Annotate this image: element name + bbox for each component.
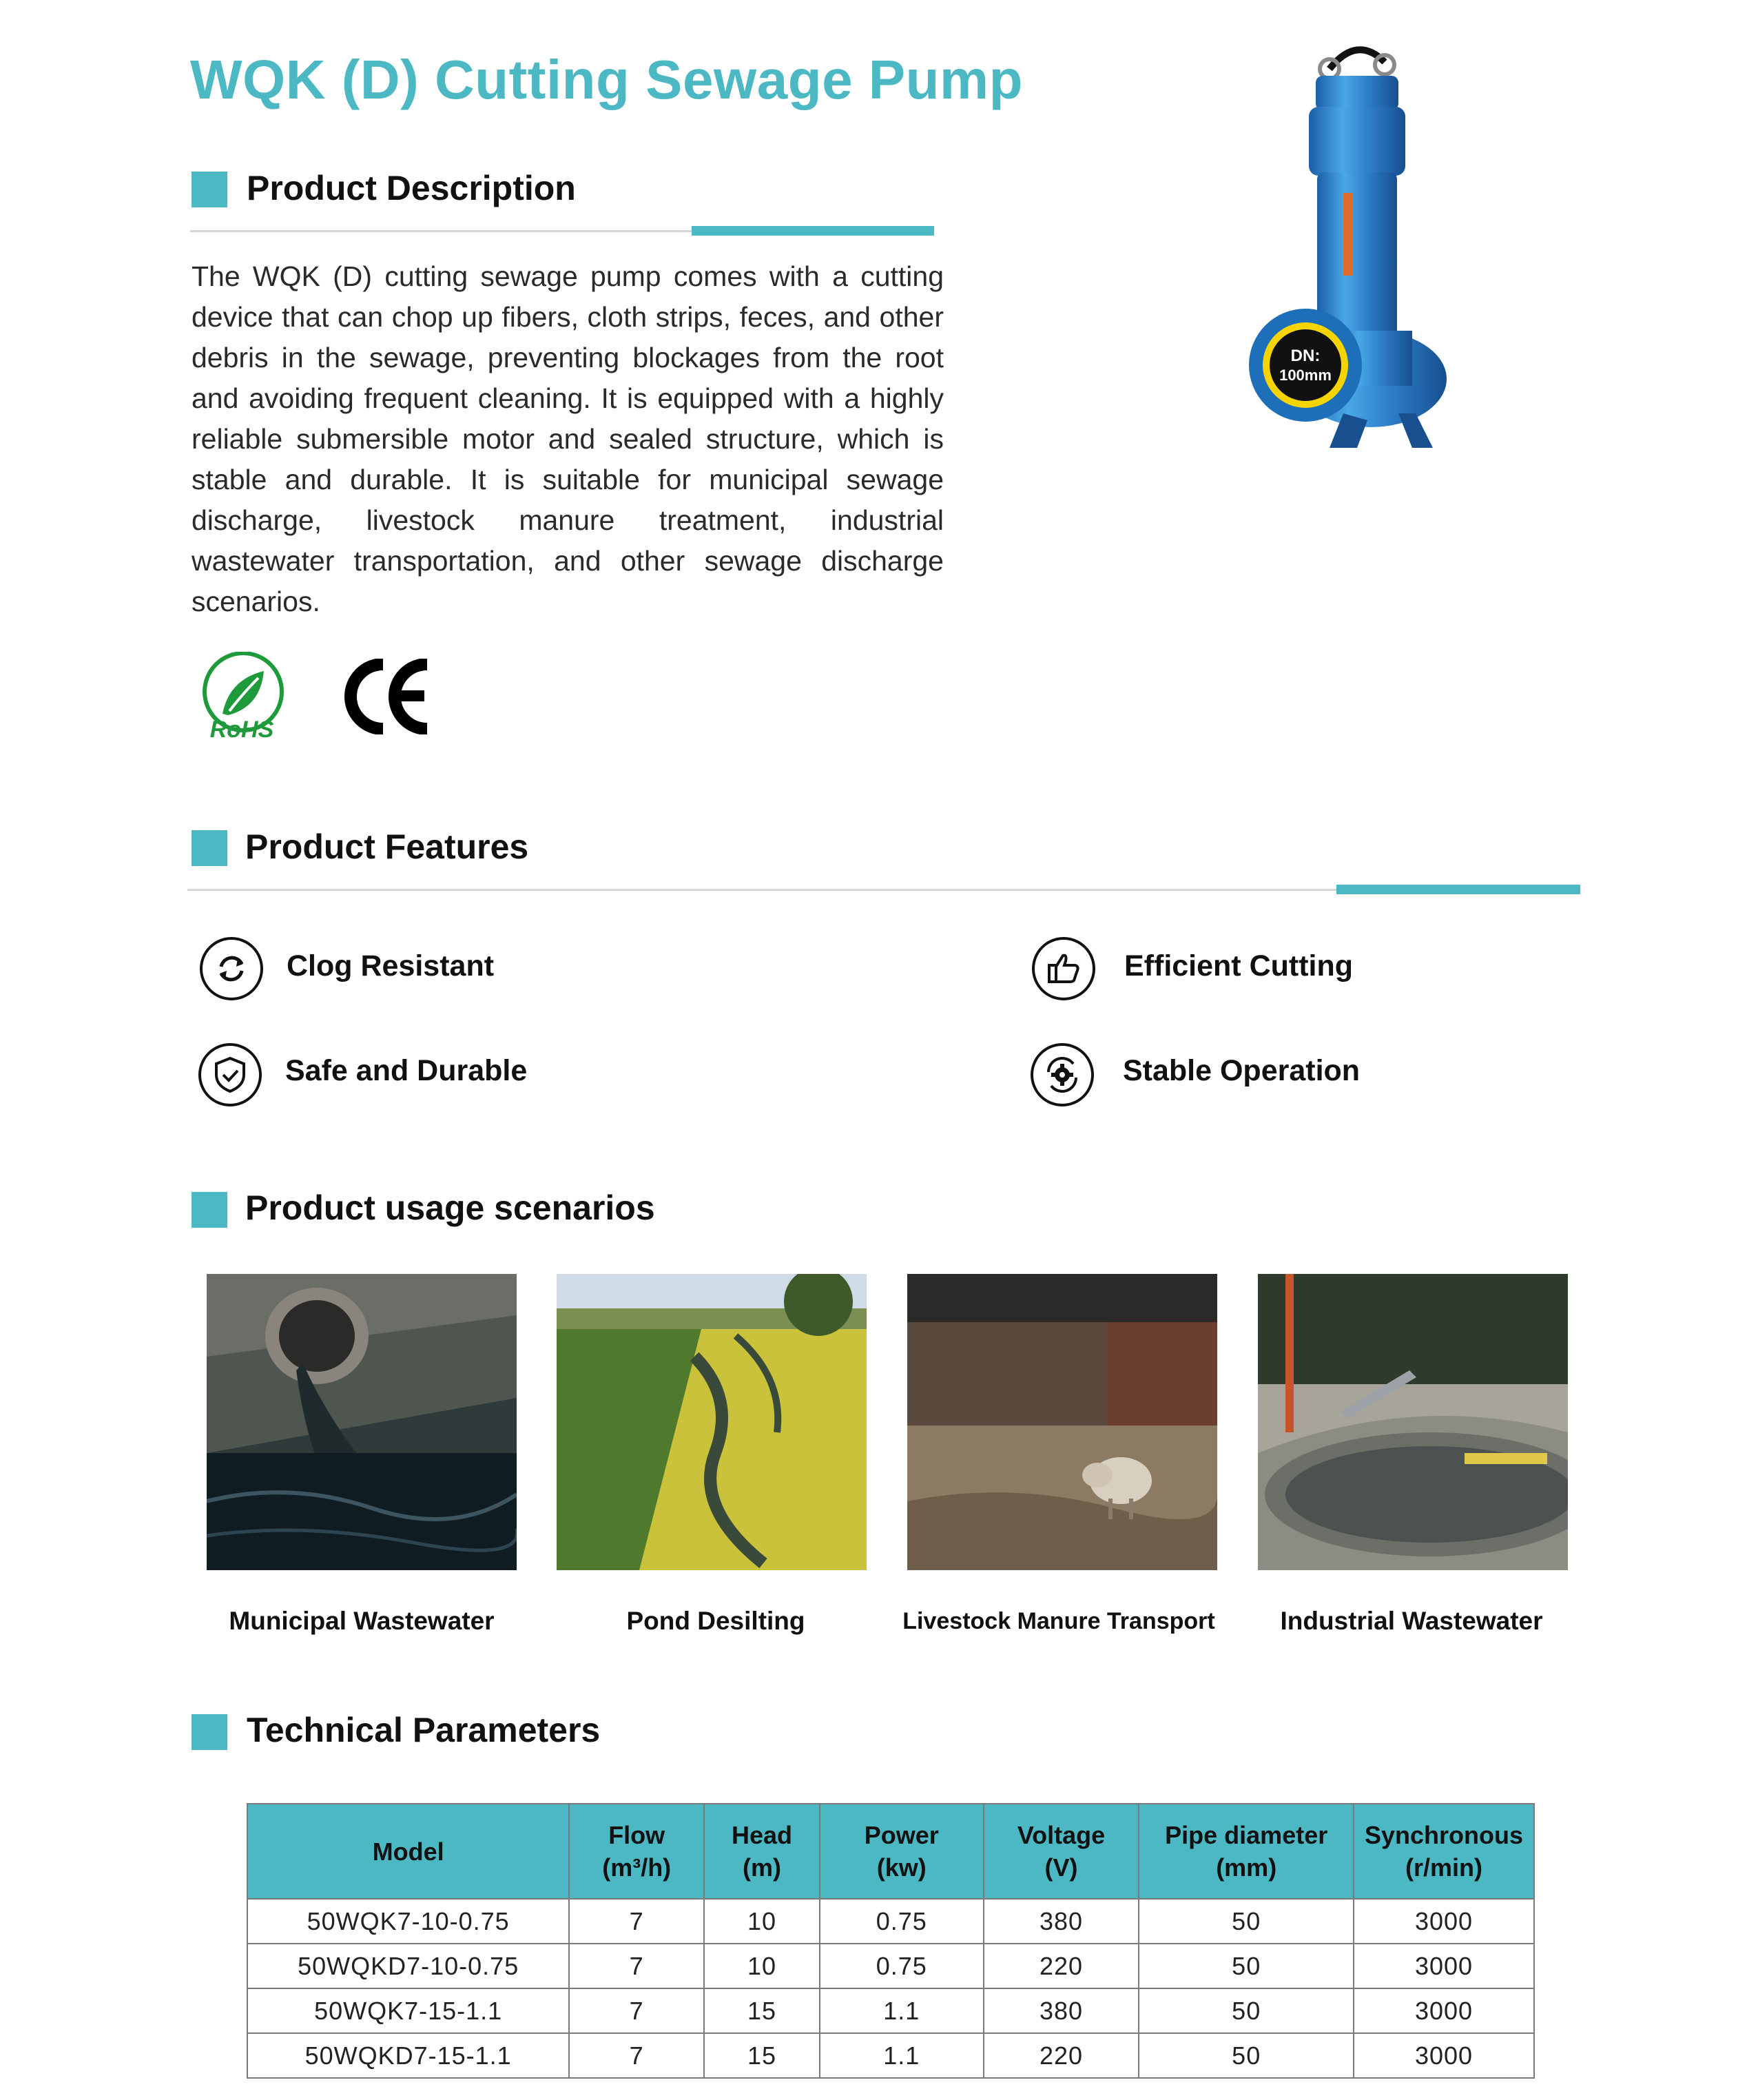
svg-text:RoHS: RoHS [209,717,274,741]
table-cell: 15 [704,2033,820,2078]
table-cell: 220 [984,2033,1139,2078]
scenario-label: Municipal Wastewater [229,1607,495,1635]
pump-illustration [1240,41,1467,455]
scenario-image-industrial [1258,1274,1568,1570]
table-cell: 15 [704,1988,820,2033]
column-header: Head (m) [704,1804,820,1899]
table-cell: 3000 [1354,1944,1534,1988]
section-marker [192,172,227,207]
table-cell: 3000 [1354,1899,1534,1944]
table-cell: 50WQK7-15-1.1 [247,1988,569,2033]
table-cell: 50 [1139,1944,1354,1988]
table-cell: 220 [984,1944,1139,1988]
table-cell: 50WQKD7-10-0.75 [247,1944,569,1988]
table-row [247,1988,1534,2033]
page-title: WQK (D) Cutting Sewage Pump [190,49,1024,110]
table-row [247,1899,1534,1944]
column-header: Synchronous (r/min) [1354,1804,1534,1899]
table-cell: 50WQKD7-15-1.1 [247,2033,569,2078]
features-heading: Product Features [245,827,529,866]
table-cell: 1.1 [820,1988,984,2033]
table-cell: 380 [984,1899,1139,1944]
product-image [1240,41,1467,455]
column-header: Voltage (V) [984,1804,1139,1899]
column-header: Flow (m³/h) [569,1804,704,1899]
table-cell: 0.75 [820,1899,984,1944]
section-marker [192,830,227,866]
column-header: Power (kw) [820,1804,984,1899]
section-marker [192,1714,227,1750]
table-cell: 50 [1139,1988,1354,2033]
shield-check-icon [198,1043,262,1106]
flange-label-dn: DN: [1290,347,1321,365]
table-row [247,2033,1534,2078]
section-marker [192,1192,227,1228]
flange-label-size: 100mm [1279,367,1332,384]
scenario-image-livestock [907,1274,1217,1570]
feature-label: Safe and Durable [285,1054,528,1087]
scenarios-heading: Product usage scenarios [245,1188,655,1227]
column-header: Pipe diameter (mm) [1139,1804,1354,1899]
feature-label: Clog Resistant [287,949,495,982]
table-cell: 7 [569,2033,704,2078]
table-cell: 10 [704,1944,820,1988]
scenario-image-municipal [207,1274,517,1570]
scenario-label: Pond Desilting [626,1607,805,1635]
ce-mark [343,659,433,734]
table-header-row [247,1804,1534,1899]
table-cell: 7 [569,1988,704,2033]
divider-accent [1336,885,1580,894]
column-header: Model [247,1804,569,1899]
table-row [247,1944,1534,1988]
table-cell: 50 [1139,1899,1354,1944]
table-cell: 7 [569,1944,704,1988]
refresh-icon [200,937,263,1000]
table-cell: 7 [569,1899,704,1944]
description-heading: Product Description [247,169,576,207]
table-cell: 3000 [1354,2033,1534,2078]
table-cell: 0.75 [820,1944,984,1988]
table-cell: 50 [1139,2033,1354,2078]
scenario-label: Industrial Wastewater [1280,1607,1543,1635]
divider-accent [692,226,934,236]
feature-label: Stable Operation [1123,1054,1361,1087]
parameters-table [247,1803,1535,2079]
table-cell: 10 [704,1899,820,1944]
feature-label: Efficient Cutting [1124,949,1354,982]
table-cell: 50WQK7-10-0.75 [247,1899,569,1944]
thumbs-up-icon [1032,937,1095,1000]
table-cell: 1.1 [820,2033,984,2078]
table-cell: 380 [984,1988,1139,2033]
rohs-logo [195,652,291,741]
scenario-image-pond [557,1274,867,1570]
table-cell: 3000 [1354,1988,1534,2033]
scenario-label: Livestock Manure Transport [902,1608,1215,1634]
parameters-heading: Technical Parameters [247,1711,601,1749]
gear-cycle-icon [1031,1043,1094,1106]
description-text: The WQK (D) cutting sewage pump comes with a cutting device that can chop up fibers, cloth strips, feces, and other debris in the sewage, preventing blockages from the root and avoiding frequent cleaning. It is equipped with a highly reliable submersible motor and sealed structure, which is stable and durable. It is suitable for municipal sewage discharge, livestock manure treatment, industrial wastewater transportation, and other sewage discharge scenarios. [192,260,944,617]
